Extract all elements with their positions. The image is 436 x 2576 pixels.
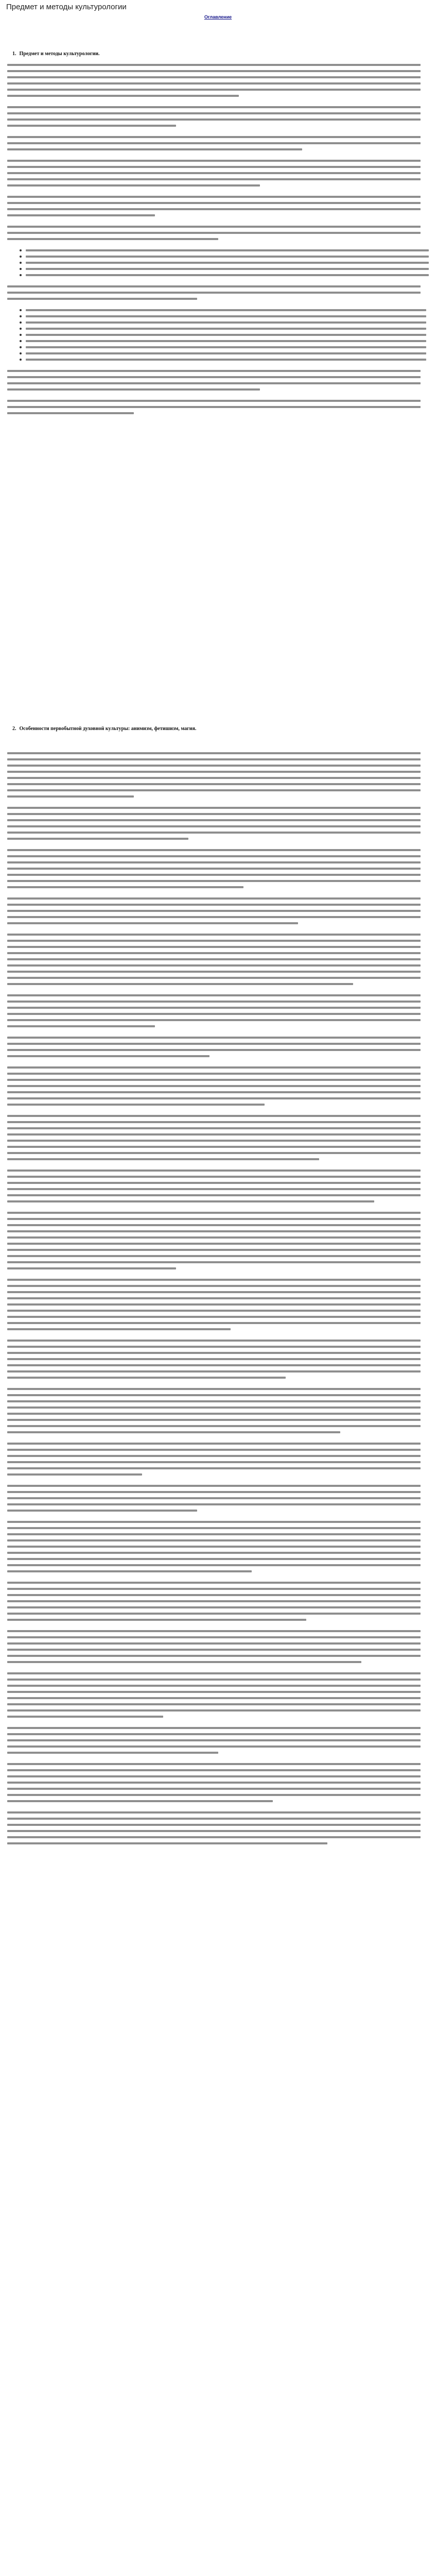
paragraph-gap — [7, 1274, 429, 1279]
bullet-line — [7, 352, 429, 354]
text-line — [7, 1703, 421, 1705]
text-line — [7, 849, 421, 851]
section-1-title: Предмет и методы культурологии. — [19, 51, 100, 57]
paragraph-gap — [7, 1480, 429, 1485]
text-line — [7, 886, 243, 888]
text-line — [7, 1019, 421, 1021]
text-line — [7, 1212, 421, 1214]
text-line — [7, 1370, 421, 1372]
paragraph-gap — [7, 1031, 429, 1037]
text-line — [7, 1194, 421, 1196]
text-line — [7, 285, 421, 287]
text-line — [7, 1606, 421, 1608]
paragraph-gap — [7, 1516, 429, 1521]
section-1-number: 1. — [12, 51, 16, 57]
bullet-line — [7, 340, 429, 342]
text-line — [7, 1546, 421, 1548]
paragraph-gap — [7, 1625, 429, 1630]
text-line — [7, 1491, 421, 1493]
text-line — [7, 904, 421, 906]
paragraph-gap — [7, 191, 429, 196]
text-line — [7, 1346, 421, 1348]
section-1-heading — [12, 50, 429, 58]
bullet-dot — [20, 256, 22, 258]
text-line — [7, 765, 421, 767]
text-line — [7, 1285, 421, 1287]
bullet-dot — [20, 340, 22, 342]
text-line — [7, 118, 421, 121]
text-line — [26, 321, 426, 324]
text-line — [7, 388, 260, 391]
text-line — [7, 1013, 421, 1015]
text-line — [7, 112, 421, 114]
text-line — [7, 1267, 176, 1269]
text-line — [7, 897, 421, 900]
text-line — [7, 1025, 155, 1027]
section-2 — [7, 725, 429, 733]
bullet-dot — [20, 346, 22, 348]
text-line — [7, 1158, 319, 1160]
text-line — [7, 76, 421, 78]
bullet-line — [7, 249, 429, 251]
bullet-line — [7, 256, 429, 258]
text-line — [7, 1752, 218, 1754]
text-line — [7, 1782, 421, 1784]
text-line — [7, 1636, 421, 1638]
section-2-title: Особенности первобытной духовной культуры: анимизм, фетишизм, магия. — [19, 726, 197, 732]
text-line — [7, 1564, 421, 1566]
text-line — [7, 952, 421, 954]
text-line — [7, 1049, 421, 1051]
text-line — [7, 406, 421, 408]
text-line — [7, 1188, 421, 1190]
text-line — [7, 136, 421, 138]
paragraph-gap — [7, 1667, 429, 1672]
text-line — [7, 1073, 421, 1075]
bullet-line — [7, 346, 429, 348]
text-line — [7, 789, 421, 791]
text-line — [7, 1679, 421, 1681]
paragraph-gap — [7, 155, 429, 160]
text-line — [7, 1461, 421, 1463]
text-line — [7, 1739, 421, 1741]
text-line — [7, 832, 421, 834]
toc-link[interactable]: Оглавление — [204, 14, 232, 20]
text-line — [7, 1079, 421, 1081]
text-line — [7, 1830, 421, 1832]
text-line — [7, 1303, 421, 1306]
text-line — [7, 1745, 421, 1748]
text-line — [26, 262, 429, 264]
text-line — [7, 160, 421, 162]
text-line — [7, 70, 421, 72]
text-line — [7, 971, 421, 973]
text-line — [7, 64, 421, 66]
text-line — [7, 1630, 421, 1632]
text-line — [7, 1510, 197, 1512]
bullet-dot — [20, 352, 22, 354]
text-line — [7, 1800, 273, 1802]
text-line — [7, 880, 421, 882]
text-line — [7, 172, 421, 174]
text-line — [7, 1794, 421, 1796]
text-line — [26, 346, 426, 348]
text-line — [7, 813, 421, 815]
paragraph-gap — [7, 928, 429, 934]
text-line — [7, 874, 421, 876]
text-line — [7, 148, 302, 150]
text-line — [7, 934, 421, 936]
text-line — [7, 1811, 421, 1814]
text-line — [7, 142, 421, 144]
text-line — [7, 1649, 421, 1651]
bullet-line — [7, 315, 429, 317]
text-line — [7, 1467, 421, 1469]
paragraph-gap — [7, 1061, 429, 1066]
text-line — [7, 1133, 421, 1136]
text-line — [26, 249, 429, 251]
text-line — [26, 334, 426, 336]
text-line — [7, 1419, 421, 1421]
text-line — [7, 838, 188, 840]
text-line — [7, 1763, 421, 1765]
text-line — [7, 1394, 421, 1396]
text-line — [7, 1619, 306, 1621]
text-line — [7, 1097, 421, 1099]
paragraph-gap — [7, 1577, 429, 1582]
text-line — [26, 315, 426, 317]
section-1 — [7, 50, 429, 58]
text-line — [7, 1176, 421, 1178]
text-line — [7, 1594, 421, 1596]
section-2-text-lines — [7, 752, 429, 1854]
text-line — [7, 946, 421, 948]
text-line — [7, 1533, 421, 1535]
text-line — [7, 1007, 421, 1009]
text-line — [7, 1249, 421, 1251]
bullet-line — [7, 328, 429, 330]
text-line — [7, 1140, 421, 1142]
text-line — [7, 1443, 421, 1445]
text-line — [7, 1727, 421, 1729]
paragraph-gap — [7, 221, 429, 226]
bullet-line — [7, 268, 429, 270]
text-line — [7, 771, 421, 773]
text-line — [7, 82, 421, 84]
section-1-body — [7, 64, 429, 418]
text-line — [7, 1455, 421, 1457]
text-line — [7, 922, 298, 924]
text-line — [7, 1085, 421, 1087]
bullet-dot — [20, 359, 22, 361]
text-line — [7, 184, 260, 187]
paragraph-gap — [7, 1334, 429, 1340]
text-line — [7, 1709, 421, 1711]
paragraph-gap — [7, 1758, 429, 1763]
text-line — [7, 1104, 265, 1106]
text-line — [7, 1291, 421, 1293]
bullet-dot — [20, 309, 22, 311]
text-line — [7, 910, 421, 912]
paragraph-gap — [7, 1383, 429, 1388]
text-line — [7, 1066, 421, 1069]
text-line — [7, 1322, 421, 1324]
text-line — [7, 238, 218, 240]
text-line — [7, 178, 421, 180]
section-2-body — [7, 752, 429, 1854]
text-line — [7, 983, 353, 985]
text-line — [7, 964, 421, 967]
text-line — [7, 1497, 421, 1499]
text-line — [7, 166, 421, 168]
text-line — [26, 256, 429, 258]
bullet-dot — [20, 274, 22, 276]
text-line — [26, 309, 426, 311]
text-line — [7, 940, 421, 942]
bullet-line — [7, 334, 429, 336]
text-line — [7, 1642, 421, 1645]
text-line — [7, 825, 421, 827]
text-line — [7, 202, 421, 204]
bullet-line — [7, 321, 429, 324]
bullet-line — [7, 309, 429, 311]
text-line — [7, 783, 421, 785]
text-line — [7, 1406, 421, 1409]
text-line — [7, 1400, 421, 1402]
paragraph-gap — [7, 989, 429, 994]
text-line — [7, 214, 155, 216]
text-line — [7, 1449, 421, 1451]
text-line — [7, 208, 421, 210]
text-line — [7, 232, 421, 234]
text-line — [7, 916, 421, 918]
text-line — [7, 1358, 421, 1360]
text-line — [7, 1182, 421, 1184]
paragraph-gap — [7, 802, 429, 807]
text-line — [7, 1127, 421, 1129]
text-line — [7, 1685, 421, 1687]
text-line — [7, 1001, 421, 1003]
text-line — [7, 958, 421, 960]
paragraph-gap — [7, 1849, 429, 1854]
text-line — [7, 196, 421, 198]
bullet-dot — [20, 262, 22, 264]
text-line — [7, 1352, 421, 1354]
text-line — [7, 1425, 421, 1427]
text-line — [7, 1655, 421, 1657]
text-line — [26, 274, 429, 276]
text-line — [7, 400, 421, 402]
text-line — [7, 777, 421, 779]
text-line — [7, 1697, 421, 1699]
text-line — [7, 1733, 421, 1735]
bullet-dot — [20, 268, 22, 270]
text-line — [7, 1431, 340, 1433]
bullet-dot — [20, 321, 22, 324]
paragraph-gap — [7, 1164, 429, 1170]
paragraph-gap — [7, 304, 429, 309]
paragraph-gap — [7, 395, 429, 400]
bullet-line — [7, 274, 429, 276]
text-line — [7, 1261, 421, 1263]
text-line — [7, 795, 134, 798]
text-line — [7, 994, 421, 996]
text-line — [7, 1485, 421, 1487]
text-line — [7, 1170, 421, 1172]
bullet-dot — [20, 328, 22, 330]
text-line — [26, 268, 429, 270]
text-line — [7, 1243, 421, 1245]
text-line — [7, 1037, 421, 1039]
text-line — [7, 1769, 421, 1771]
text-line — [7, 412, 134, 414]
text-line — [7, 1340, 421, 1342]
text-line — [7, 1043, 421, 1045]
bullet-dot — [20, 315, 22, 317]
paragraph-gap — [7, 1722, 429, 1727]
text-line — [7, 1558, 421, 1560]
text-line — [7, 1527, 421, 1529]
text-line — [7, 861, 421, 863]
text-line — [7, 1230, 421, 1232]
text-line — [7, 106, 421, 108]
text-line — [7, 1588, 421, 1590]
text-line — [7, 1672, 421, 1674]
paragraph-gap — [7, 1437, 429, 1443]
paragraph-gap — [7, 131, 429, 136]
text-line — [7, 1146, 421, 1148]
section-2-number: 2. — [12, 726, 16, 732]
text-line — [7, 1328, 231, 1330]
text-line — [7, 1297, 421, 1299]
text-line — [26, 359, 426, 361]
text-line — [7, 1691, 421, 1693]
text-line — [7, 1842, 327, 1844]
paragraph-gap — [7, 244, 429, 249]
text-line — [7, 752, 421, 754]
text-line — [7, 1788, 421, 1790]
text-line — [7, 292, 421, 294]
text-line — [7, 1218, 421, 1220]
text-line — [7, 1388, 421, 1390]
text-line — [7, 758, 421, 760]
text-line — [7, 1121, 421, 1123]
paragraph-gap — [7, 1110, 429, 1115]
paragraph-gap — [7, 101, 429, 106]
text-line — [7, 125, 176, 127]
text-line — [7, 1224, 421, 1226]
text-line — [7, 1091, 421, 1093]
text-line — [7, 1255, 421, 1257]
bullet-line — [7, 262, 429, 264]
text-line — [7, 298, 197, 300]
section-2-heading — [12, 725, 429, 733]
text-line — [7, 95, 239, 97]
text-line — [7, 370, 421, 372]
text-line — [7, 1552, 421, 1554]
text-line — [7, 1316, 421, 1318]
text-line — [7, 1661, 361, 1663]
text-line — [7, 1582, 421, 1584]
text-line — [7, 1600, 421, 1602]
text-line — [7, 807, 421, 809]
text-line — [7, 1570, 252, 1572]
text-line — [7, 1279, 421, 1281]
text-line — [7, 89, 421, 91]
text-line — [7, 1310, 421, 1312]
text-line — [7, 1716, 163, 1718]
text-line — [7, 226, 421, 228]
bullet-line — [7, 359, 429, 361]
text-line — [7, 1055, 210, 1057]
text-line — [7, 1413, 421, 1415]
paragraph-gap — [7, 1207, 429, 1212]
text-line — [7, 1539, 421, 1541]
text-line — [7, 1364, 421, 1366]
text-line — [7, 1377, 286, 1379]
paragraph-gap — [7, 892, 429, 897]
text-line — [7, 1115, 421, 1117]
section-1-text-lines — [7, 64, 429, 414]
text-line — [7, 977, 421, 979]
text-line — [26, 352, 426, 354]
text-line — [26, 340, 426, 342]
text-line — [7, 1200, 374, 1202]
text-line — [7, 819, 421, 821]
text-line — [7, 1473, 142, 1476]
text-line — [7, 855, 421, 857]
text-line — [26, 328, 426, 330]
paragraph-gap — [7, 280, 429, 285]
text-line — [7, 1521, 421, 1523]
paragraph-gap — [7, 844, 429, 849]
text-line — [7, 1775, 421, 1777]
text-line — [7, 1613, 421, 1615]
text-line — [7, 1236, 421, 1239]
text-line — [7, 868, 421, 870]
page-title: Предмет и методы культурологии — [6, 3, 127, 11]
text-line — [7, 1503, 421, 1505]
text-line — [7, 382, 421, 384]
text-line — [7, 1152, 421, 1154]
paragraph-gap — [7, 1806, 429, 1811]
text-line — [7, 1836, 421, 1838]
paragraph-gap — [7, 365, 429, 370]
bullet-dot — [20, 249, 22, 251]
text-line — [7, 1818, 421, 1820]
bullet-dot — [20, 334, 22, 336]
text-line — [7, 1824, 421, 1826]
text-line — [7, 376, 421, 378]
